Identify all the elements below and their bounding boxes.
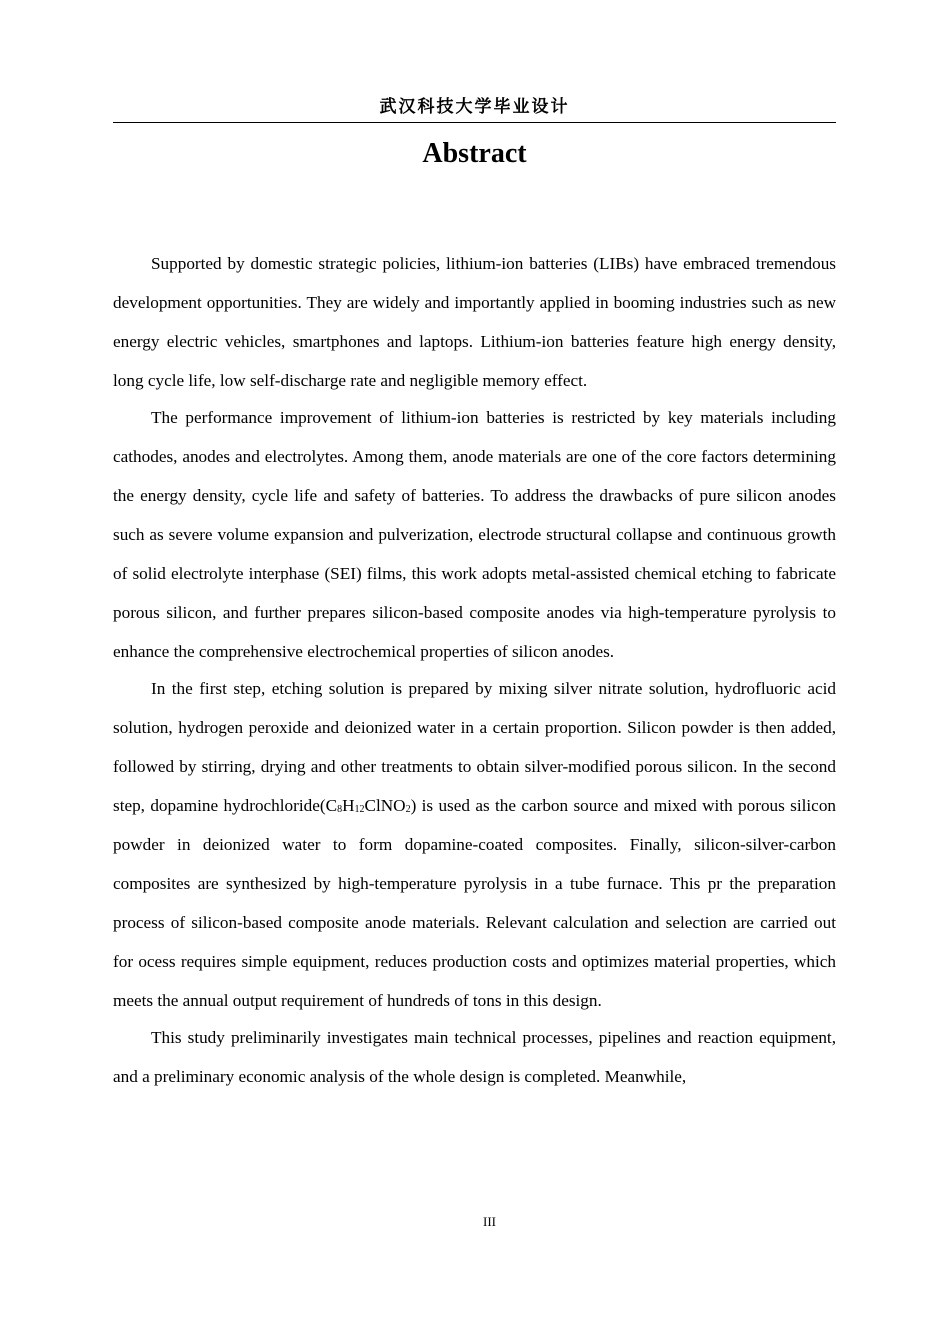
formula-hydrogen: H <box>342 796 355 815</box>
header-institution-name: 武汉科技大学毕业设计 <box>379 97 570 117</box>
page-number: III <box>483 1214 496 1229</box>
abstract-paragraph-2: The performance improvement of lithium-ion batteries is restricted by key materials including cathodes, anodes and electrolytes. Among them, anode materials are one of the core factors determining the energy density, cycle life and safety of batteries. To address the drawbacks of pure silicon anodes such as severe volume expansion and pulverization, electrode structural collapse and continuous growth of solid electrolyte interphase (SEI) films, this work adopts metal-assisted chemical etching to fabricate porous silicon, and further prepares silicon-based composite anodes via high-temperature pyrolysis to enhance the comprehensive electrochemical properties of silicon anodes. <box>113 408 836 661</box>
running-header <box>113 94 836 123</box>
abstract-paragraph-3 <box>113 669 836 1020</box>
abstract-title: Abstract <box>422 138 527 169</box>
formula-carbon: C <box>325 796 338 815</box>
chemical-formula <box>326 796 411 815</box>
formula-oxygen-count: 2 <box>405 804 411 815</box>
formula-carbon-count: 8 <box>337 804 343 815</box>
abstract-paragraph-1: Supported by domestic strategic policies, lithium-ion batteries (LIBs) have embraced tremendous development opportunities. They are widely and importantly applied in booming industries such as new energy electric vehicles, smartphones and laptops. Lithium-ion batteries feature high energy density, long cycle life, low self-discharge rate and negligible memory effect. <box>113 254 836 390</box>
formula-hydrogen-count: 12 <box>354 804 365 815</box>
paragraph-3-text-after-formula: ) is used as the carbon source and mixed with porous silicon powder in deionized water to form dopamine-coated composites. Finally, silicon-silver-carbon composites are synthesized by high-temperature pyrolysis in a tube furnace. This pr the preparation process of silicon-based composite anode materials. Relevant calculation and selection are carried out for ocess requires simple equipment, reduces production costs and optimizes material properties, which meets the annual output requirement of hundreds of tons in this design. <box>113 796 837 1010</box>
paragraph-3-text-before-formula: In the first step, etching solution is prepared by mixing silver nitrate solution, hydrofluoric acid solution, hydrogen peroxide and deionized water in a certain proportion. Silicon powder is then added, followed by stirring, drying and other treatments to obtain silver-modified porous silicon. In the second step, dopamine hydrochloride( <box>113 679 836 815</box>
abstract-body <box>113 244 836 1096</box>
formula-clno: ClNO <box>364 796 406 815</box>
abstract-paragraph-4: This study preliminarily investigates main technical processes, pipelines and reaction equipment, and a preliminary economic analysis of the whole design is completed. Meanwhile, <box>113 1028 836 1086</box>
